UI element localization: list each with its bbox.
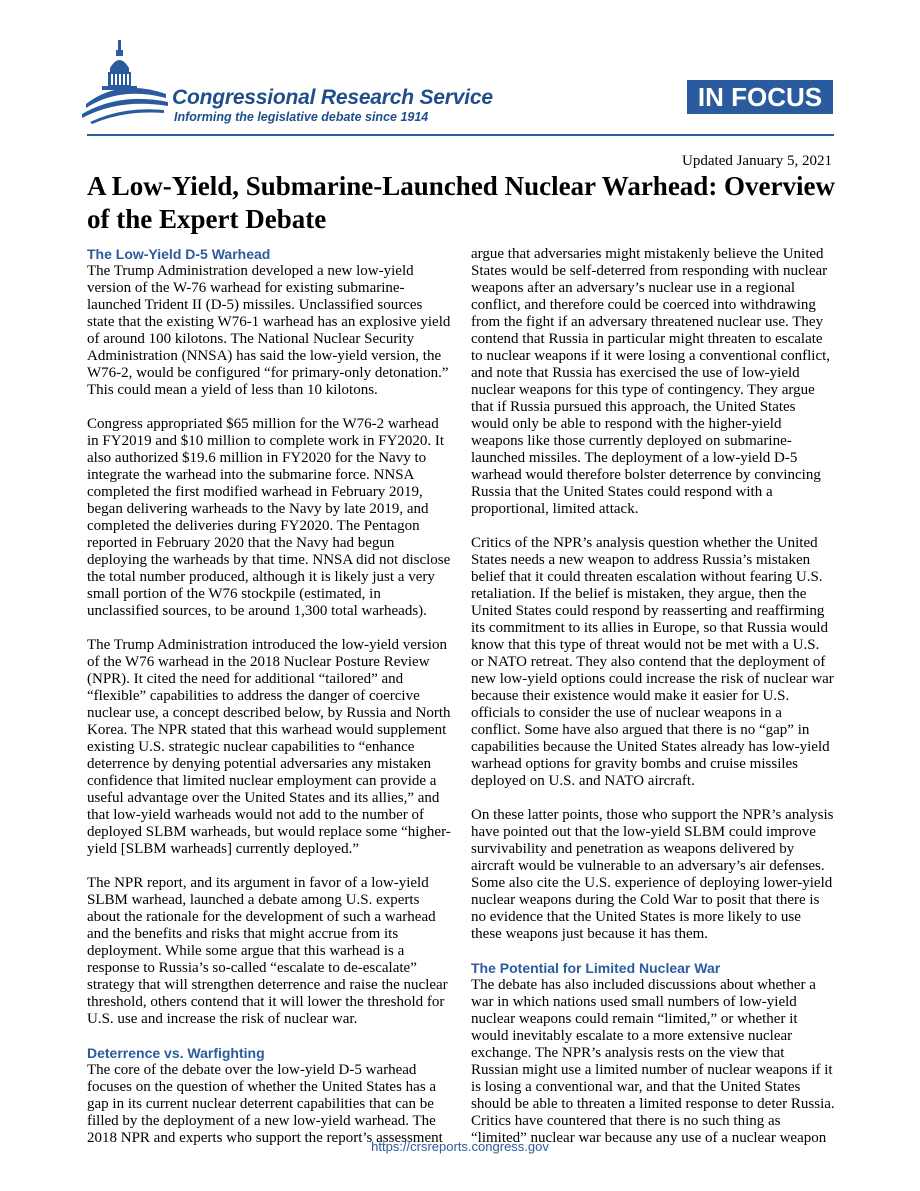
paragraph: The Trump Administration developed a new low-yield version of the W-76 warhead for existing submarine-launched Trident II (D-5) missiles. Unclassified sources state that the existing W76-1 warhead has an explosive yield of around 100 kilotons. The National Nuclear Security Administration (NNSA) has said the low-yield version, the W76-2, would be configured “for primary-only detonation.” This could mean a yield of less than 10 kilotons. <box>87 263 451 398</box>
right-column <box>471 246 835 1147</box>
header-divider <box>87 134 834 136</box>
paragraph: The debate has also included discussions about whether a war in which nations used small numbers of low-yield nuclear weapons could remain “limited,” or whether it would inevitably escalate to a more extensive nuclear exchange. The NPR’s analysis rests on the view that Russian might use a limited number of nuclear weapons if it is losing a conventional war, and that the United States should be able to threaten a limited response to deter Russia. Critics have countered that there is no such thing as “limited” nuclear war because any use of a nuclear weapon <box>471 977 835 1146</box>
left-column <box>87 246 451 1147</box>
section-heading-deterrence: Deterrence vs. Warfighting <box>87 1045 265 1061</box>
paragraph: On these latter points, those who support the NPR’s analysis have pointed out that the low-yield SLBM could improve survivability and penetration as weapons delivered by aircraft would be vulnerable to an adversary’s air defenses. Some also cite the U.S. experience of deploying lower-yield nuclear weapons during the Cold War to posit that there is no evidence that the United States is more likely to use these weapons just because it has them. <box>471 807 834 942</box>
section-heading-limited-war: The Potential for Limited Nuclear War <box>471 960 721 976</box>
paragraph: Critics of the NPR’s analysis question whether the United States needs a new weapon to address Russia’s mistaken belief that it could threaten escalation without fearing U.S. retaliation. If the belief is mistaken, they argue, then the United States could respond by reasserting and reaffirming its commitment to its allies in Europe, so that Russia would know that this type of threat would not be met with a U.S. or NATO retreat. They also contend that the deployment of new low-yield options could increase the risk of nuclear war because their existence would make it easier for U.S. officials to consider the use of nuclear weapons in a conflict. Some have also argued that there is no “gap” in capabilities because the United States already has low-yield warhead options for gravity bombs and cruise missiles deployed on U.S. and NATO aircraft. <box>471 535 834 789</box>
in-focus-badge: IN FOCUS <box>687 80 833 114</box>
paragraph: The core of the debate over the low-yield D-5 warhead focuses on the question of whether the United States has a gap in its current nuclear deterrent capabilities that can be filled by the deployment of a new low-yield warhead. The 2018 NPR and experts who support the report’s assessment <box>87 1062 443 1146</box>
paragraph: The NPR report, and its argument in favor of a low-yield SLBM warhead, launched a debate among U.S. experts about the rationale for the development of such a warhead and the benefits and risks that might accrue from its deployment. While some argue that this warhead is a response to Russia’s so-called “escalate to de-escalate” strategy that will strengthen deterrence and raise the nuclear threshold, others contend that it will lower the threshold for U.S. use and increase the risk of nuclear war. <box>87 875 448 1027</box>
section-heading-low-yield-d5: The Low-Yield D-5 Warhead <box>87 246 271 262</box>
document-title: A Low-Yield, Submarine-Launched Nuclear Warhead: Overview of the Expert Debate <box>87 171 836 234</box>
updated-date: Updated January 5, 2021 <box>682 153 832 169</box>
footer-url-link[interactable]: https://crsreports.congress.gov <box>371 1139 549 1154</box>
paragraph: Congress appropriated $65 million for the W76-2 warhead in FY2019 and $10 million to complete work in FY2020. It also authorized $19.6 million in FY2020 for the Navy to integrate the warhead into the submarine force. NNSA completed the first modified warhead in February 2019, began delivering warheads to the Navy by late 2019, and completed the deliveries during FY2020. The Pentagon reported in February 2020 that the Navy had begun deploying the warheads by that time. NNSA did not disclose the total number produced, although it is likely just a very small portion of the W76 stockpile (estimated, in unclassified sources, to be around 1,300 total warheads). <box>87 416 451 619</box>
paragraph: The Trump Administration introduced the low-yield version of the W76 warhead in the 2018 Nuclear Posture Review (NPR). It cited the need for additional “tailored” and “flexible” capabilities to address the danger of coercive nuclear use, a concept described below, by Russia and North Korea. The NPR stated that this warhead would supplement existing U.S. strategic nuclear capabilities to “enhance deterrence by denying potential adversaries any mistaken confidence that limited nuclear employment can provide a useful advantage over the United States and its allies,” and that low-yield warheads would not add to the number of deployed SLBM warheads, but would replace some “higher-yield [SLBM warheads] currently deployed.” <box>87 637 451 857</box>
capitol-dome-icon <box>80 38 170 124</box>
paragraph: argue that adversaries might mistakenly believe the United States would be self-deterred from responding with nuclear weapons after an adversary’s nuclear use in a regional conflict, and therefore could be coerced into withdrawing from the fight if an adversary threatened nuclear use. They contend that Russia in particular might threaten to escalate to nuclear weapons if it were losing a conventional conflict, and note that Russia has exercised the use of low-yield nuclear weapons for this type of contingency. They argue that if Russia pursued this approach, the United States would only be able to respond with the higher-yield weapons like those currently deployed on submarine-launched missiles. The deployment of a low-yield D-5 warhead would therefore bolster deterrence by convincing Russia that the United States could respond with a proportional, limited attack. <box>471 246 831 517</box>
org-name: Congressional Research Service <box>172 86 493 109</box>
report-header <box>0 0 920 140</box>
org-tagline: Informing the legislative debate since 1914 <box>174 110 429 124</box>
